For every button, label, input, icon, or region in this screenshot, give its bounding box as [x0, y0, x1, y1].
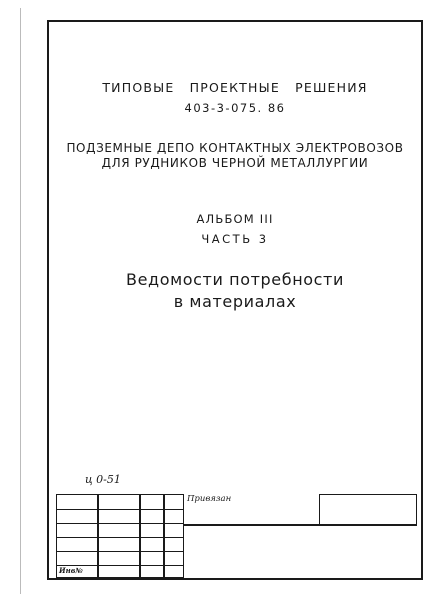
stamp-box	[319, 494, 417, 525]
project-code: 403-3-075. 86	[184, 101, 286, 115]
privyazan-label: Привязан	[187, 494, 232, 504]
grid-column-line	[139, 495, 141, 577]
album-label: АЛЬБОМ III	[196, 212, 274, 226]
drawing-frame	[47, 20, 423, 580]
part-label: ЧАСТЬ 3	[201, 232, 269, 246]
inventory-number-label: Инв№	[59, 566, 83, 575]
project-title-line-1: ПОДЗЕМНЫЕ ДЕПО КОНТАКТНЫХ ЭЛЕКТРОВОЗОВ	[66, 141, 404, 155]
document-title-line-2: в материалах	[173, 292, 297, 311]
grid-column-line	[163, 495, 165, 577]
document-title-line-1: Ведомости потребности	[126, 270, 344, 289]
grid-column-line	[97, 495, 99, 577]
series-heading: ТИПОВЫЕ ПРОЕКТНЫЕ РЕШЕНИЯ	[102, 80, 368, 95]
trim-edge	[20, 8, 21, 594]
project-title-line-2: ДЛЯ РУДНИКОВ ЧЕРНОЙ МЕТАЛЛУРГИИ	[101, 156, 369, 170]
handwritten-note: ц 0-51	[85, 473, 121, 486]
